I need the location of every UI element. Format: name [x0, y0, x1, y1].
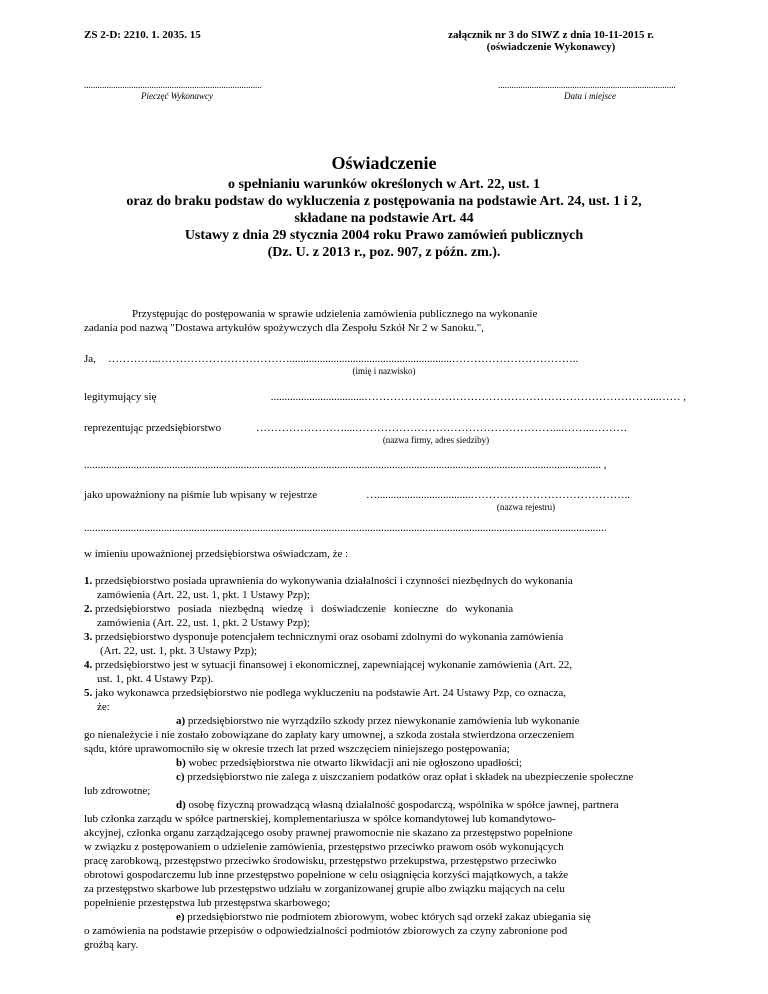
- company-dotted-line[interactable]: ……………………....………………………………………………....……...………: [256, 422, 628, 434]
- subitem-text: akcyjnej, członka organu zarządzającego osoby prawnej prawomocnie nie skazano za przestępstwo popełnione: [84, 827, 573, 839]
- item-text: ust. 1, pkt. 4 Ustawy Pzp).: [97, 673, 214, 685]
- stamp-dotted-line[interactable]: ...............................................................................: [84, 80, 262, 90]
- subitem-label: b): [176, 757, 186, 769]
- item-text: przedsiębiorstwo jest w sytuacji finansowej i ekonomicznej, zapewniającej wykonanie zamówienia (Art. 22,: [95, 659, 573, 671]
- list-item: [84, 574, 684, 602]
- item-number: 5.: [84, 687, 93, 699]
- item-text: przedsiębiorstwo dysponuje potencjałem technicznymi oraz osobami zdolnymi do wykonania zamówienia: [95, 631, 564, 643]
- title-line-1: o spełnianiu warunków określonych w Art. 22, ust. 1: [227, 177, 541, 192]
- subitem-text: o zamówienia na podstawie przepisów o odpowiedzialności podmiotów zbiorowych za czyny zabronione pod: [84, 925, 568, 937]
- title-line-2: oraz do braku podstaw do wykluczenia z postępowania na podstawie Art. 24, ust. 1 i 2,: [126, 194, 642, 209]
- subitem-text: w związku z postępowaniem o udzielenie zamówienia, przestępstwo przeciwko prawom osób wykonujących: [84, 841, 564, 853]
- attachment-reference: [420, 29, 682, 53]
- representing-label: reprezentując przedsiębiorstwo: [84, 422, 222, 434]
- list-item: [84, 798, 684, 910]
- ja-label: Ja,: [84, 353, 96, 365]
- document-reference: ZS 2-D: 2210. 1. 2035. 15: [84, 29, 201, 41]
- subitem-text: popełnienie przestępstwa lub przestępstwa skarbowego;: [84, 897, 331, 909]
- subitem-label: a): [176, 715, 186, 727]
- document-title: Oświadczenie: [331, 153, 437, 173]
- subitem-text: przedsiębiorstwo nie zalega z uiszczaniem podatków oraz opłat i składek na ubezpieczenie społeczne: [187, 771, 634, 783]
- title-line-4: Ustawy z dnia 29 stycznia 2004 roku Prawo zamówień publicznych: [184, 228, 584, 243]
- exclusion-list: [84, 714, 684, 952]
- name-dotted-line[interactable]: …………..………………………………...........................................................……………………………..: [108, 353, 579, 365]
- subitem-text: groźbą kary.: [84, 939, 139, 951]
- attachment-reference-line2: (oświadczenie Wykonawcy): [486, 41, 616, 53]
- list-item: [84, 714, 684, 756]
- stamp-label: Pieczęć Wykonawcy: [141, 91, 213, 101]
- register-caption: (nazwa rejestru): [496, 502, 556, 512]
- intro-line-2: zadania pod nazwą "Dostawa artykułów spożywczych dla Zespołu Szkół Nr 2 w Sanoku.",: [84, 322, 484, 334]
- item-text: zamówienia (Art. 22, ust. 1, pkt. 1 Ustawy Pzp);: [97, 589, 310, 601]
- subitem-label: c): [176, 771, 185, 783]
- item-number: 4.: [84, 659, 93, 671]
- register-dotted-line[interactable]: …..................................……………………………………..: [366, 489, 630, 501]
- subitem-label: e): [176, 911, 185, 923]
- item-text: zamówienia (Art. 22, ust. 1, pkt. 2 Ustawy Pzp);: [97, 617, 310, 629]
- item-text: (Art. 22, ust. 1, pkt. 3 Ustawy Pzp);: [100, 645, 258, 657]
- subitem-text: lub zdrowotne;: [84, 785, 151, 797]
- subitem-text: wobec przedsiębiorstwa nie otwarto likwidacji ani nie ogłoszono upadłości;: [188, 757, 523, 769]
- title-line-3: składane na podstawie Art. 44: [294, 211, 474, 226]
- subitem-text: sądu, które uprawomocniło się w okresie trzech lat przed wszczęciem niniejszego postępowania;: [84, 743, 510, 755]
- list-item: [84, 770, 684, 798]
- register-label: jako upoważniony na piśmie lub wpisany w rejestrze: [84, 489, 318, 501]
- subitem-text: przedsiębiorstwo nie podmiotem zbiorowym, wobec których sąd orzekł zakaz ubiegania się: [187, 911, 591, 923]
- date-dotted-line[interactable]: ...............................................................................: [498, 80, 676, 90]
- item-text: przedsiębiorstwo posiada niezbędną wiedzę i doświadczenie konieczne do wykonania: [95, 603, 514, 615]
- attachment-reference-line1: załącznik nr 3 do SIWZ z dnia 10-11-2015 r.: [448, 29, 654, 41]
- item-number: 2.: [84, 603, 93, 615]
- legitimacy-label: legitymujący się: [84, 391, 157, 403]
- id-dotted-line[interactable]: ..................................……………………………………………………………………...…… ,: [270, 391, 686, 403]
- item-number: 3.: [84, 631, 93, 643]
- subitem-text: go nienależycie i nie zostało zobowiązane do zapłaty kary umownej, a szkoda została stwierdzona orzeczeniem: [84, 729, 575, 741]
- subitem-text: lub członka zarządu w spółce partnerskiej, komplementariusza w spółce komandytowej lub komandytowo-: [84, 813, 556, 825]
- list-item: [84, 756, 684, 770]
- item-text: jako wykonawca przedsiębiorstwo nie podlega wykluczeniu na podstawie Art. 24 Ustawy Pzp, co oznacza,: [95, 687, 567, 699]
- subitem-text: obrotowi gospodarczemu lub inne przestępstwo popełnione w celu osiągnięcia korzyści majątkowych, a także: [84, 869, 569, 881]
- subitem-text: pracę zarobkową, przestępstwo przeciwko środowisku, przestępstwo przekupstwa, przestępstwo przeciwko: [84, 855, 557, 867]
- list-item: [84, 686, 684, 714]
- company-caption: (nazwa firmy, adres siedziby): [382, 435, 490, 445]
- name-caption: (imię i nazwisko): [352, 366, 416, 376]
- list-item: [84, 910, 684, 952]
- company-dotted-line-2[interactable]: ............................................................................................................................................................................................ ,: [84, 459, 607, 471]
- list-item: [84, 630, 684, 658]
- list-item: [84, 602, 684, 630]
- register-dotted-line-2[interactable]: ..............................................................................................................................................................................................: [84, 522, 607, 534]
- subitem-label: d): [176, 799, 186, 811]
- date-label: Data i miejsce: [564, 91, 616, 101]
- conditions-list: [84, 574, 684, 714]
- subitem-text: przedsiębiorstwo nie wyrządziło szkody przez niewykonanie zamówienia lub wykonanie: [187, 715, 580, 727]
- item-number: 1.: [84, 575, 93, 587]
- item-text: przedsiębiorstwo posiada uprawnienia do wykonywania działalności i czynności niezbędnych do wykonania: [95, 575, 573, 587]
- item-text: że:: [97, 701, 110, 713]
- list-item: [84, 658, 684, 686]
- intro-line-1: Przystępując do postępowania w sprawie udzielenia zamówienia publicznego na wykonanie: [132, 308, 538, 320]
- subitem-text: za przestępstwo skarbowe lub przestępstwo udziału w zorganizowanej grupie albo związku mających na celu: [84, 883, 565, 895]
- subitem-text: osobę fizyczną prowadzącą własną działalność gospodarczą, wspólnika w spółce jawnej, partnera: [188, 799, 619, 811]
- declaration-intro: w imieniu upoważnionej przedsiębiorstwa oświadczam, że :: [84, 548, 349, 560]
- title-line-5: (Dz. U. z 2013 r., poz. 907, z późn. zm.).: [267, 245, 501, 260]
